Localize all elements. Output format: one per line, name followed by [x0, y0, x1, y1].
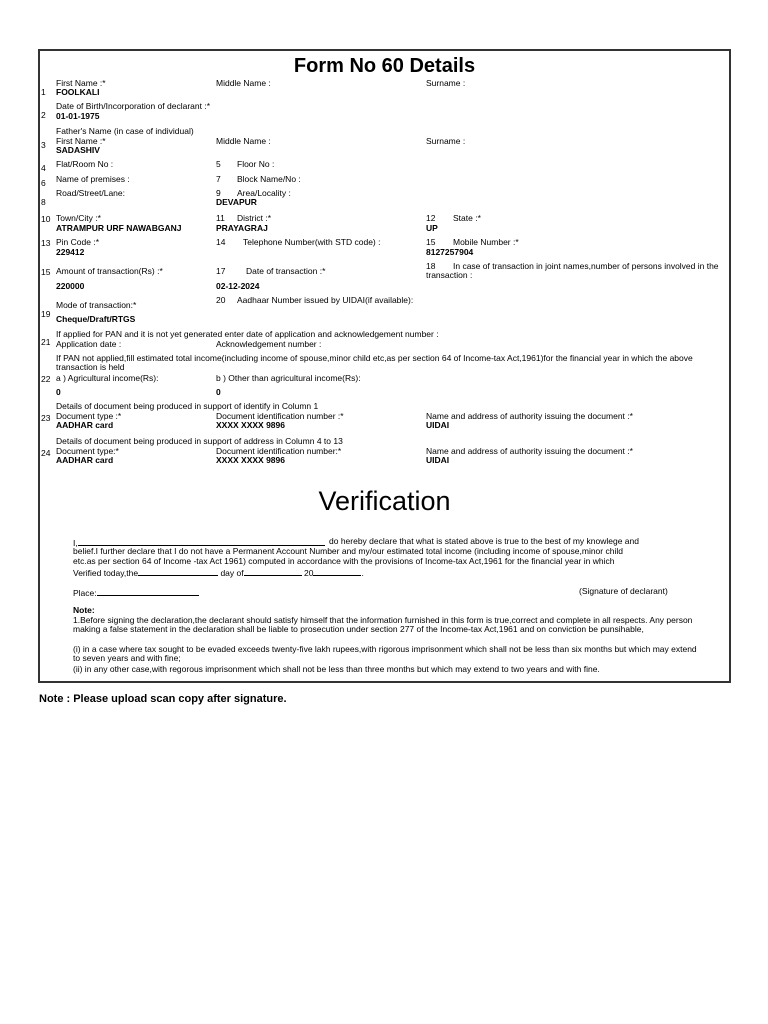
telephone-number: 14: [216, 237, 226, 247]
state-label: State :*: [453, 213, 481, 223]
floor-number: 5: [216, 159, 221, 169]
row-number: 24: [41, 448, 51, 458]
place-label: Place:: [73, 588, 97, 598]
doc-authority-value: UIDAI: [426, 420, 450, 430]
declaration-line-1-rest: do hereby declare that what is stated above is true to the best of my knowlege and: [329, 536, 639, 546]
txn-date-value: 02-12-2024: [216, 281, 260, 291]
txn-date-label: Date of transaction :*: [246, 266, 326, 276]
year-blank: [313, 567, 361, 576]
doc-authority-label: Name and address of authority issuing the document :*: [426, 411, 633, 421]
row-number: 2: [41, 110, 46, 120]
place-blank: [97, 587, 199, 596]
flat-label: Flat/Room No :: [56, 159, 114, 169]
aadhaar-number: 20: [216, 295, 226, 305]
doc-identity-heading: Details of document being produced in support of identify in Column 1: [56, 401, 319, 411]
floor-label: Floor No :: [237, 159, 275, 169]
note-1: 1.Before signing the declaration,the declarant should satisfy himself that the information furnished in this form is true,correct and complete in all respects. Any person making a false statement in the declaration shall be liable to prosecution under section 277 of the Income-tax Act,1961 and on conviction be punsihable,: [73, 615, 693, 634]
telephone-label: Telephone Number(with STD code) :: [243, 237, 381, 247]
doc-authority2-label: Name and address of authority issuing the document :*: [426, 446, 633, 456]
father-first-name-label: First Name :*: [56, 136, 106, 146]
pan-not-applied-text: If PAN not applied,fill estimated total income(including income of spouse,minor child etc,as per section 64 of Income-tax Act,1961)for the financial year in which the above transaction is held: [56, 353, 693, 372]
declaration-prefix: I,: [73, 538, 78, 548]
doc-authority2-value: UIDAI: [426, 455, 450, 465]
state-number: 12: [426, 213, 436, 223]
agri-income-label: a ) Agricultural income(Rs):: [56, 373, 159, 383]
doc-type-value: AADHAR card: [56, 420, 114, 430]
amount-value: 220000: [56, 281, 85, 291]
town-label: Town/City :*: [56, 213, 101, 223]
dob-label: Date of Birth/Incorporation of declarant :*: [56, 101, 211, 111]
application-date-label: Application date :: [56, 339, 122, 349]
row-number: 21: [41, 337, 51, 347]
aadhaar-label: Aadhaar Number issued by UIDAI(if available):: [237, 295, 414, 305]
row-number: 6: [41, 178, 46, 188]
agri-income-value: 0: [56, 387, 61, 397]
verification-title: Verification: [318, 486, 451, 516]
other-income-value: 0: [216, 387, 221, 397]
row-number: 10: [41, 214, 51, 224]
surname-label: Surname :: [426, 78, 466, 88]
mobile-number: 15: [426, 237, 436, 247]
row-number: 8: [41, 197, 46, 207]
form-title: Form No 60 Details: [293, 55, 476, 77]
block-label: Block Name/No :: [237, 174, 301, 184]
txn-date-number: 17: [216, 266, 226, 276]
doc-type-label: Document type :*: [56, 411, 122, 421]
joint-number: 18: [426, 261, 436, 271]
middle-name-label: Middle Name :: [216, 78, 271, 88]
doc-id-label: Document identification number :*: [216, 411, 344, 421]
dob-value: 01-01-1975: [56, 111, 100, 121]
mode-value: Cheque/Draft/RTGS: [56, 314, 136, 324]
place-line: [73, 587, 199, 598]
row-number: 13: [41, 238, 51, 248]
form-60-panel: [38, 49, 731, 683]
father-middle-name-label: Middle Name :: [216, 136, 271, 146]
doc-type2-value: AADHAR card: [56, 455, 114, 465]
signature-label: (Signature of declarant): [579, 586, 668, 596]
district-label: District :*: [237, 213, 271, 223]
other-income-label: b ) Other than agricultural income(Rs):: [216, 373, 361, 383]
note-ii: (ii) in any other case,with regorous imprisonment which shall not be less than three months but which may extend to two years and with fine.: [73, 664, 600, 674]
father-name-heading: Father's Name (in case of individual): [56, 126, 194, 136]
state-value: UP: [426, 223, 438, 233]
ack-number-label: Acknowledgement number :: [216, 339, 322, 349]
declaration-line-3: etc.as per section 64 of Income -tax Act 1961) computed in accordance with the provisions of Income-tax Act,1961 for the financial year in which: [73, 556, 615, 566]
name-blank: [78, 537, 325, 546]
area-number: 9: [216, 188, 221, 198]
note-i: (i) in a case where tax sought to be evaded exceeds twenty-five lakh rupees,with rigorous imprisonment which shall not be less than six months but which may extend to seven years and with fine;: [73, 644, 697, 663]
row-number: 23: [41, 413, 51, 423]
month-blank: [244, 567, 302, 576]
pan-applied-text: If applied for PAN and it is not yet generated enter date of application and acknowledgement number :: [56, 329, 439, 339]
first-name-label: First Name :*: [56, 78, 106, 88]
row-number: 1: [41, 87, 46, 97]
joint-label: In case of transaction in joint names,number of persons involved in the transaction :: [426, 261, 719, 280]
row-number: 19: [41, 309, 51, 319]
block-number: 7: [216, 174, 221, 184]
doc-id2-value: XXXX XXXX 9896: [216, 455, 285, 465]
doc-id2-label: Document identification number:*: [216, 446, 342, 456]
area-label: Area/Locality :: [237, 188, 291, 198]
mobile-label: Mobile Number :*: [453, 237, 519, 247]
year-prefix: 20: [303, 568, 314, 578]
declaration-line-2: belief.I further declare that I do not have a Permanent Account Number and my/our estimated total income (including income of spouse,minor child: [73, 546, 623, 556]
day-blank: [138, 567, 218, 576]
father-surname-label: Surname :: [426, 136, 466, 146]
mobile-value: 8127257904: [426, 247, 474, 257]
row-number: 4: [41, 163, 46, 173]
verified-line: Verified today,the day of 20 .: [73, 568, 364, 578]
row-number: 22: [41, 374, 51, 384]
row-number: 15: [41, 267, 51, 277]
pin-label: Pin Code :*: [56, 237, 99, 247]
verified-prefix: Verified today,the: [73, 568, 139, 578]
doc-address-heading: Details of document being produced in support of address in Column 4 to 13: [56, 436, 343, 446]
premises-label: Name of premises :: [56, 174, 130, 184]
upload-note: Note : Please upload scan copy after signature.: [39, 693, 287, 705]
first-name-value: FOOLKALI: [56, 87, 100, 97]
father-first-name-value: SADASHIV: [56, 145, 100, 155]
row-number: 3: [41, 140, 46, 150]
road-label: Road/Street/Lane:: [56, 188, 125, 198]
doc-id-value: XXXX XXXX 9896: [216, 420, 285, 430]
town-value: ATRAMPUR URF NAWABGANJ: [56, 223, 182, 233]
mode-label: Mode of transaction:*: [56, 300, 137, 310]
doc-type2-label: Document type:*: [56, 446, 119, 456]
pin-value: 229412: [56, 247, 85, 257]
district-value: PRAYAGRAJ: [216, 223, 268, 233]
note-heading: Note:: [73, 605, 95, 615]
district-number: 11: [216, 213, 225, 223]
area-value: DEVAPUR: [216, 197, 257, 207]
amount-label: Amount of transaction(Rs) :*: [56, 266, 163, 276]
day-of-text: day of: [220, 568, 244, 578]
